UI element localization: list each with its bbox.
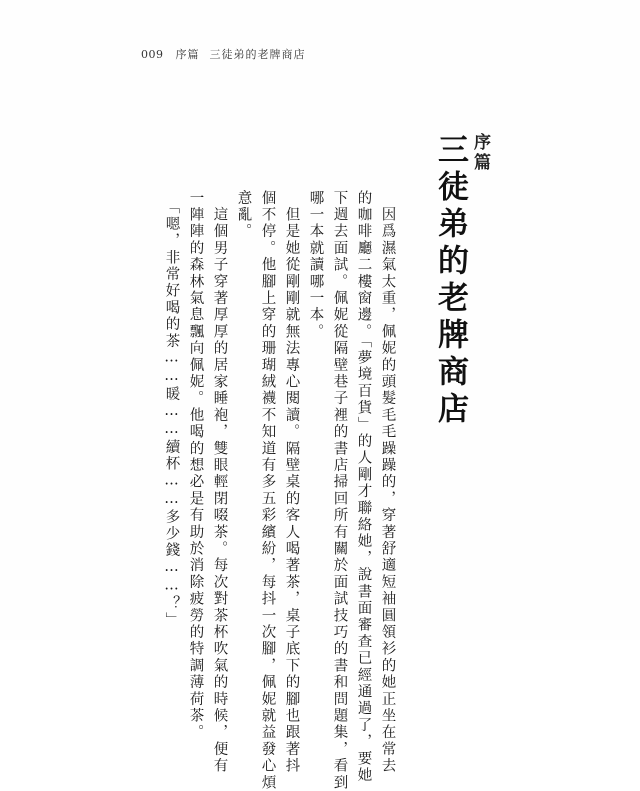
chapter-label: 序篇 bbox=[470, 133, 490, 173]
body-line: 一陣陣的森林氣息飄向佩妮。他喝的想必是有助於消除疲勞的特調薄荷茶。 bbox=[187, 190, 204, 742]
page-number: 009 bbox=[141, 48, 164, 61]
body-line: 「嗯，非常好喝的茶……暖……續杯……多少錢……？」 bbox=[163, 190, 180, 629]
body-line: 個不停。他腳上穿的珊瑚絨襪不知道有多五彩繽紛，每抖一次腳，佩妮就益發心煩 bbox=[259, 190, 276, 791]
body-line: 的咖啡廳二樓窗邊。「夢境百貨」的人剛才聯絡她，說書面審查已經通過了，要她 bbox=[355, 190, 372, 784]
body-line: 下週去面試。佩妮從隔壁巷子裡的書店掃回所有關於面試技巧的書和問題集，看到 bbox=[331, 190, 348, 791]
body-line: 但是她從剛剛就無法專心閱讀。隔壁桌的客人喝著茶，桌子底下的腳也跟著抖 bbox=[283, 190, 300, 775]
chapter-title: 三徒弟的老牌商店 bbox=[432, 133, 468, 429]
header-chapter-title: 三徒弟的老牌商店 bbox=[209, 48, 306, 61]
body-line: 這個男子穿著厚厚的居家睡袍，雙眼輕閉啜茶。每次對茶杯吹氣的時候，便有 bbox=[211, 190, 228, 775]
body-line: 因爲濕氣太重，佩妮的頭髮毛毛躁躁的，穿著舒適短袖圓領衫的她正坐在常去 bbox=[379, 190, 396, 775]
running-header bbox=[141, 46, 306, 62]
header-section-label: 序篇 bbox=[175, 48, 200, 61]
body-line: 哪一本就讀哪一本。 bbox=[307, 190, 324, 341]
body-line: 意亂。 bbox=[235, 190, 252, 241]
